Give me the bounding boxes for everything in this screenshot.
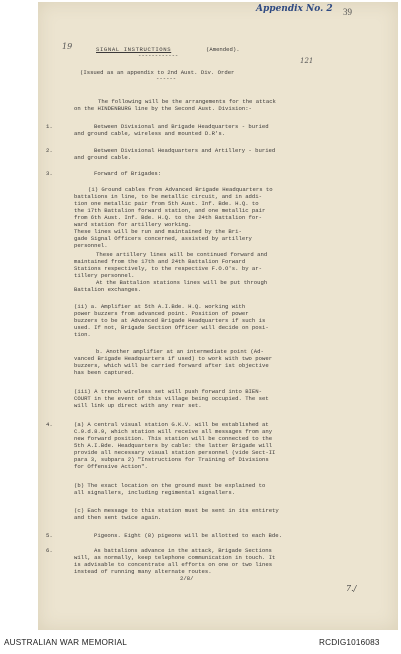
para-line: (ii) a. Amplifier at 5th A.I.Bde. H.Q. working with	[74, 303, 246, 310]
appendix-label: Appendix	[256, 4, 303, 14]
para-line: Battalion exchanges.	[74, 286, 142, 293]
para-line: tillery personnel.	[74, 272, 135, 279]
para-line: (c) Each message to this station must be sent in its entirety	[74, 507, 279, 514]
margin-mark: 19	[62, 42, 73, 51]
para-line: and then sent twice again.	[74, 514, 162, 521]
archive-id: RCDIG1016083	[319, 638, 380, 647]
intro-line: The following will be the arrangements for the attack	[98, 98, 276, 105]
para-line: These lines will be run and maintained by the Bri-	[74, 228, 242, 235]
item-number: 2.	[46, 147, 53, 154]
para-line: b. Another amplifier at an intermediate point (Ad-	[96, 348, 264, 355]
para-line: from 6th Aust. Inf. Bde. H.Q. to the 24th Battalion for-	[74, 214, 262, 221]
para-line: for Offensive Action".	[74, 463, 148, 470]
para-line: buzzers, which will be carried forward after 1st objective	[74, 362, 269, 369]
item-line: Between Divisional Headquarters and Artillery - buried	[94, 147, 276, 154]
para-line: (b) The exact location on the ground must be explained to	[74, 482, 266, 489]
para-line: (a) A central visual station G.K.V. will be established at	[74, 421, 269, 428]
appendix-number: No. 2	[306, 4, 333, 14]
para-line: ward station for artillery working.	[74, 221, 192, 228]
para-line: new forward position. This station will be connected to the	[74, 435, 273, 442]
para-line: provide all necessary visual station personnel (vide Sect-II	[74, 449, 276, 456]
para-line: As battalions advance in the attack, Brigade Sections	[94, 547, 272, 554]
para-line: is advisable to concentrate all efforts on one or two lines	[74, 561, 273, 568]
signature-mark: 7./	[346, 584, 357, 593]
para-line: (iii) A trench wireless set will push forward into BIEN-	[74, 388, 262, 395]
page-title-amended: (Amended).	[206, 46, 240, 53]
page-title: SIGNAL INSTRUCTIONS	[96, 46, 172, 53]
para-line: Stations respectively, to the respective F.O.O's. by ar-	[74, 265, 262, 272]
para-line: buzzers to be at Advanced Brigade Headquarters if such is	[74, 317, 266, 324]
para-line: tion one metallic pair from 5th Aust. Inf. Bde. H.Q. to	[74, 200, 259, 207]
subtitle: (Issued as an appendix to 2nd Aust. Div. Order	[80, 69, 235, 76]
para-line: has been captured.	[74, 369, 135, 376]
para-line: personnel.	[74, 242, 108, 249]
para-line: gade Signal Officers concerned, assisted by artillery	[74, 235, 252, 242]
para-line: will link up direct with any rear set.	[74, 402, 202, 409]
paren-number: 121	[300, 57, 314, 65]
para-line: the 17th Battalion forward station, and one metallic pair	[74, 207, 266, 214]
subtitle-dashes: ------	[156, 75, 177, 82]
item-number: 6.	[46, 547, 53, 554]
para-line: all signallers, including regimental signallers.	[74, 489, 236, 496]
para-line: used. If not, Brigade Section Officer will decide on posi-	[74, 324, 269, 331]
para-line: These artillery lines will be continued forward and	[96, 251, 268, 258]
para-line: instead of running many alternate routes.	[74, 568, 212, 575]
para-line: power buzzers from advanced point. Position of power	[74, 310, 249, 317]
para-line: battalions in line, to be metallic circuit, and in addi-	[74, 193, 262, 200]
para-line: vanced Brigade Headquarters if used) to work with two power	[74, 355, 273, 362]
para-line: (i) Ground cables from Advanced Brigade Headquarters to	[88, 186, 273, 193]
section-heading: Forward of Brigades:	[94, 170, 162, 177]
para-line: will, as normally, keep telephone communication in touch. It	[74, 554, 276, 561]
item-line: Between Divisional and Brigade Headquarters - buried	[94, 123, 269, 130]
item-line: and ground cable, wireless and mounted D.R's.	[74, 130, 226, 137]
page-number-stamp: 39	[343, 7, 352, 17]
para-line: COURT in the event of this village being occupied. The set	[74, 395, 269, 402]
item-number: 4.	[46, 421, 53, 428]
item-line: Pigeons. Eight (8) pigeons will be allotted to each Bde.	[94, 532, 282, 539]
item-number: 3.	[46, 170, 53, 177]
item-line: and ground cable.	[74, 154, 132, 161]
item-number: 5.	[46, 532, 53, 539]
para-line: maintained from the 17th and 24th Battalion Forward	[74, 258, 246, 265]
para-line: tion.	[74, 331, 91, 338]
archive-name: AUSTRALIAN WAR MEMORIAL	[4, 638, 128, 647]
para-line: At the Battalion stations lines will be put through	[96, 279, 268, 286]
page-mark: 2/8/	[180, 575, 194, 582]
para-line: C.9.d.8.9, which station will receive all messages from any	[74, 428, 273, 435]
item-number: 1.	[46, 123, 53, 130]
intro-line: on the HINDENBURG line by the Second Aust. Division:-	[74, 105, 252, 112]
para-line: para 3, subpara 2) "Instructions for Training of Divisions	[74, 456, 269, 463]
title-underline: ------------	[138, 52, 179, 59]
para-line: 5th A.I.Bde. Headquarters by cable: the latter Brigade will	[74, 442, 273, 449]
